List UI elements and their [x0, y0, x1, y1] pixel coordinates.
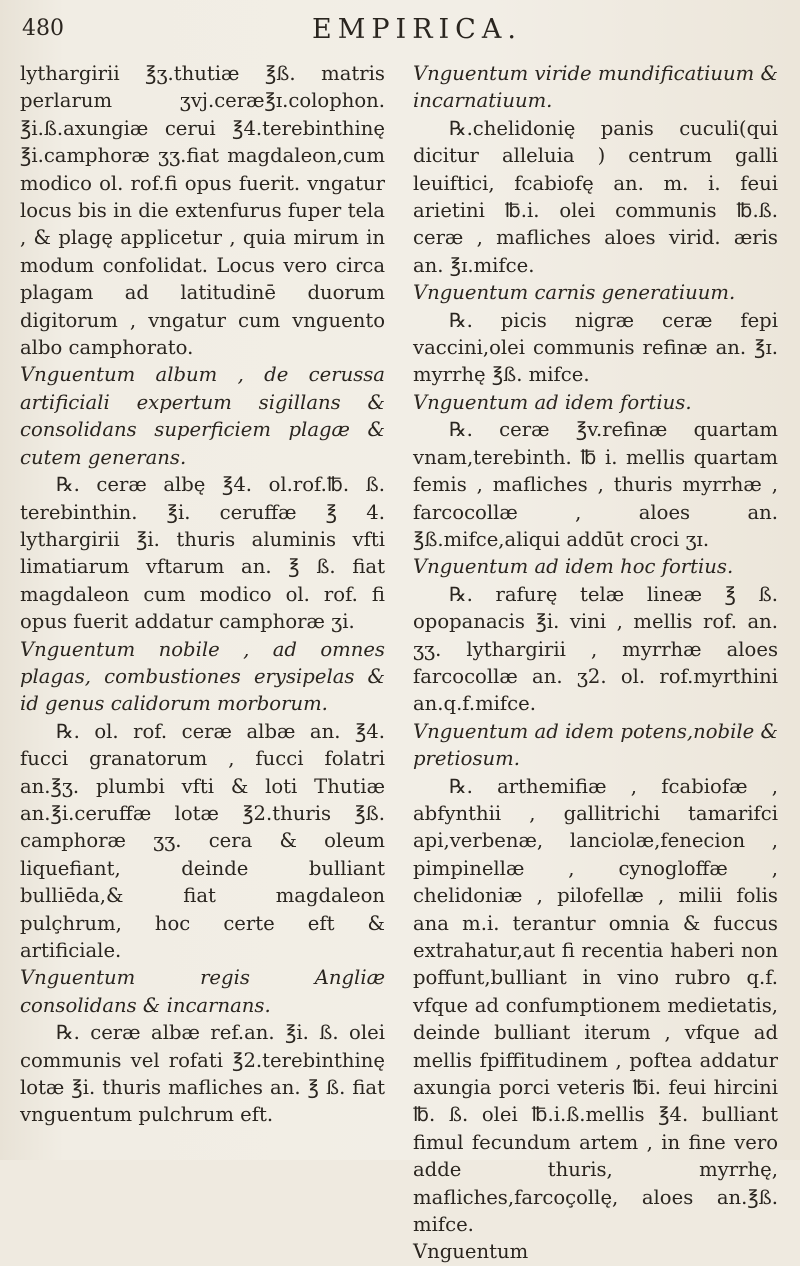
- right-column-heading: Vnguentum ad idem potens,nobile & pretiosum.: [413, 719, 778, 771]
- left-column-heading: Vnguentum nobile , ad omnes plagas, combustiones erysipelas & id genus calidorum morborum.: [20, 637, 385, 716]
- page-number: 480: [22, 16, 64, 41]
- right-column-recipe: ℞. rafurę telæ lineæ ℥ ß. opopanacis ℥i. vini , mellis rof. an. ʒʒ. lythargirii , myrrhæ aloes farcocollæ an. ʒ2. ol. rof.myrthini an.q.f.mifce.: [413, 582, 778, 716]
- right-column: [413, 60, 778, 1266]
- right-column-heading: Vnguentum viride mundificatiuum & incarnatiuum.: [413, 62, 778, 113]
- right-column-recipe: ℞.chelidonię panis cuculi(qui dicitur alleluia ) centrum galli leuiftici, fcabiofę an. m. i. feui arietini ℔.i. olei communis ℔.ß. ceræ , mafliches aloes virid. æris an. ℥ɪ.mifce.: [413, 116, 778, 277]
- left-column: [20, 60, 385, 1129]
- right-column-heading: Vnguentum ad idem fortius.: [413, 390, 692, 414]
- right-column-recipe: ℞. picis nigræ ceræ fepi vaccini,olei communis refinæ an. ℥ɪ. myrrhę ℥ß. mifce.: [413, 308, 778, 387]
- left-column-recipe: ℞. ceræ albæ ref.an. ℥i. ß. olei communis vel rofati ℥2.terebinthinę lotæ ℥i. thuris mafliches an. ℥ ß. fiat vnguentum pulchrum eft.: [20, 1021, 385, 1127]
- running-title: EMPIRICA.: [312, 14, 522, 45]
- right-column-heading: Vnguentum ad idem hoc fortius.: [413, 555, 734, 579]
- left-column-heading: Vnguentum album , de cerussa artificiali expertum sigillans & consolidans superficiem plagæ & cutem generans.: [20, 363, 385, 469]
- left-column-recipe: ℞. ol. rof. ceræ albæ an. ℥4. fucci granatorum , fucci folatri an.℥ʒ. plumbi vfti & loti Thutiæ an.℥i.ceruffæ lotæ ℥2.thuris ℥ß. camphoræ ʒʒ. cera & oleum liquefiant, deinde bulliant bulliēda,& fiat magdaleon pulçhrum, hoc certe eft & artificiale.: [20, 719, 385, 962]
- right-column-heading: Vnguentum carnis generatiuum.: [413, 281, 736, 305]
- left-column-text: lythargirii ℥ʒ.thutiæ ℥ß. matris perlarum ʒvj.ceræ℥ɪ.colophon. ℥i.ß.axungiæ cerui ℥4.terebinthinę ℥i.camphoræ ʒʒ.fiat magdaleon,cum modico ol. rof.fi opus fuerit. vngatur locus bis in die extenfurus fuper tela , & plagę applicetur , quia mirum in modum confolidat. Locus vero circa plagam ad latitudinē duorum digitorum , vngatur cum vnguento albo camphorato.: [20, 62, 385, 360]
- page-header: [0, 14, 800, 54]
- right-column-catchword: Vnguentum: [413, 1240, 529, 1264]
- left-column-heading: Vnguentum regis Angliæ consolidans & incarnans.: [20, 966, 385, 1017]
- right-column-recipe: ℞. arthemifiæ , fcabiofæ , abfynthii , gallitrichi tamarifci api,verbenæ, lanciolæ,fenecion , pimpinellæ , cynogloffæ , chelidoniæ , pilofellæ , milii folis ana m.i. terantur omnia & fuccus extrahatur,aut fi recentia haberi non poffunt,bulliant in vino rubro q.f. vfque ad confumptionem medietatis, deinde bulliant iterum , vfque ad mellis fpiffitudinem , poftea addatur axungia porci veteris ℔i. feui hircini ℔. ß. olei ℔.i.ß.mellis ℥4. bulliant fimul fecundum artem , in fine vero adde thuris, myrrhę, mafliches,farcoçollę, aloes an.℥ß. mifce.: [413, 774, 778, 1237]
- left-column-recipe: ℞. ceræ albę ℥4. ol.rof.℔. ß. terebinthin. ℥i. ceruffæ ℥ 4. lythargirii ℥i. thuris aluminis vfti limatiarum vftarum an. ℥ ß. fiat magdaleon cum modico ol. rof. fi opus fuerit addatur camphoræ ʒi.: [20, 473, 385, 634]
- right-column-recipe: ℞. ceræ ℥v.refinæ quartam vnam,terebinth. ℔ i. mellis quartam femis , mafliches , thuris myrrhæ , farcocollæ , aloes an. ℥ß.mifce,aliqui addūt croci ʒɪ.: [413, 418, 778, 551]
